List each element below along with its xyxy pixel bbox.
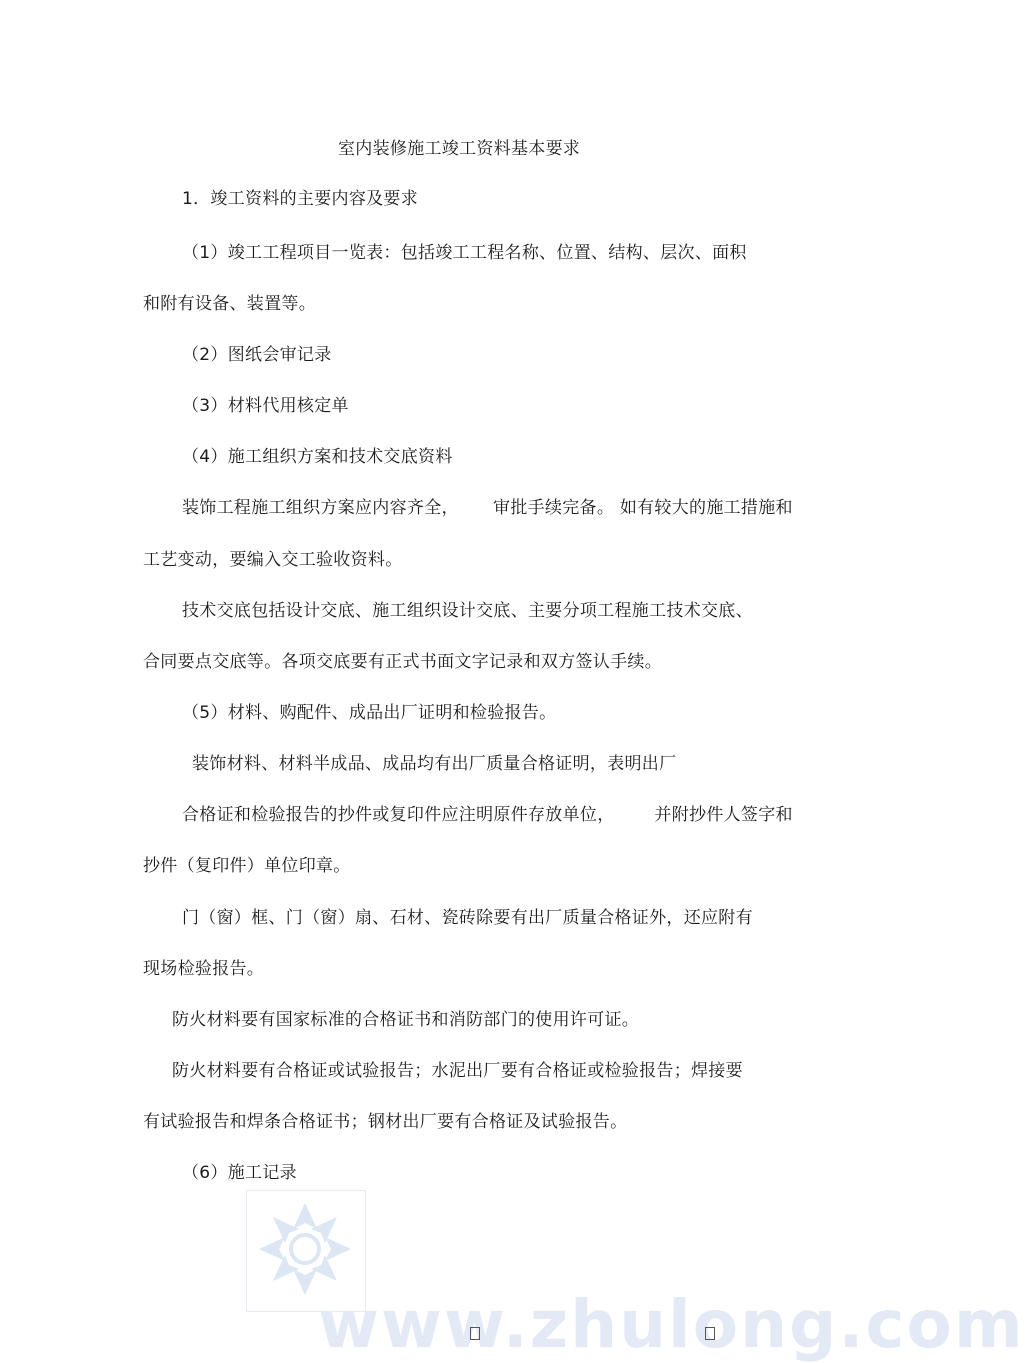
- page-marker-left: [470, 1327, 480, 1340]
- paragraph-line: 工艺变动，要编入交工验收资料。: [143, 550, 403, 570]
- paragraph-line: 门（窗）框、门（窗）扇、石材、瓷砖除要有出厂质量合格证外，还应附有: [182, 908, 753, 928]
- paragraph-line: 有试验报告和焊条合格证书；钢材出厂要有合格证及试验报告。: [143, 1112, 628, 1132]
- sub-heading: （6）施工记录: [182, 1163, 297, 1183]
- paragraph-line: 防火材料要有合格证或试验报告；水泥出厂要有合格证或检验报告；焊接要: [172, 1061, 743, 1081]
- paragraph-line: 装饰工程施工组织方案应内容齐全， 审批手续完备。 如有较大的施工措施和: [182, 498, 793, 518]
- page-title: 室内装修施工竣工资料基本要求: [338, 139, 581, 159]
- paragraph-line: （1）竣工工程项目一览表：包括竣工工程名称、位置、结构、层次、面积: [182, 243, 747, 263]
- sub-heading: （4）施工组织方案和技术交底资料: [182, 447, 453, 467]
- sub-heading: （2）图纸会审记录: [182, 345, 332, 365]
- paragraph-line: 合同要点交底等。各项交底要有正式书面文字记录和双方签认手续。: [143, 652, 662, 672]
- sub-heading: （3）材料代用核定单: [182, 396, 349, 416]
- page-marker-right: [705, 1327, 715, 1340]
- paragraph-line: 现场检验报告。: [143, 959, 265, 979]
- paragraph-line: 装饰材料、材料半成品、成品均有出厂质量合格证明，表明出厂: [192, 754, 677, 774]
- paragraph-line: 和附有设备、装置等。: [143, 294, 316, 314]
- section-heading: 1．竣工资料的主要内容及要求: [182, 189, 419, 209]
- paragraph-line: 防火材料要有国家标准的合格证书和消防部门的使用许可证。: [172, 1010, 640, 1030]
- paragraph-line: 抄件（复印件）单位印章。: [143, 856, 351, 876]
- sub-heading: （5）材料、购配件、成品出厂证明和检验报告。: [182, 703, 557, 723]
- paragraph-line: 技术交底包括设计交底、施工组织设计交底、主要分项工程施工技术交底、: [182, 601, 753, 621]
- watermark-text: www.zhulong.com: [318, 1286, 1025, 1363]
- zhulong-logo-icon: [255, 1199, 355, 1299]
- paragraph-line: 合格证和检验报告的抄件或复印件应注明原件存放单位， 并附抄件人签字和: [182, 805, 793, 825]
